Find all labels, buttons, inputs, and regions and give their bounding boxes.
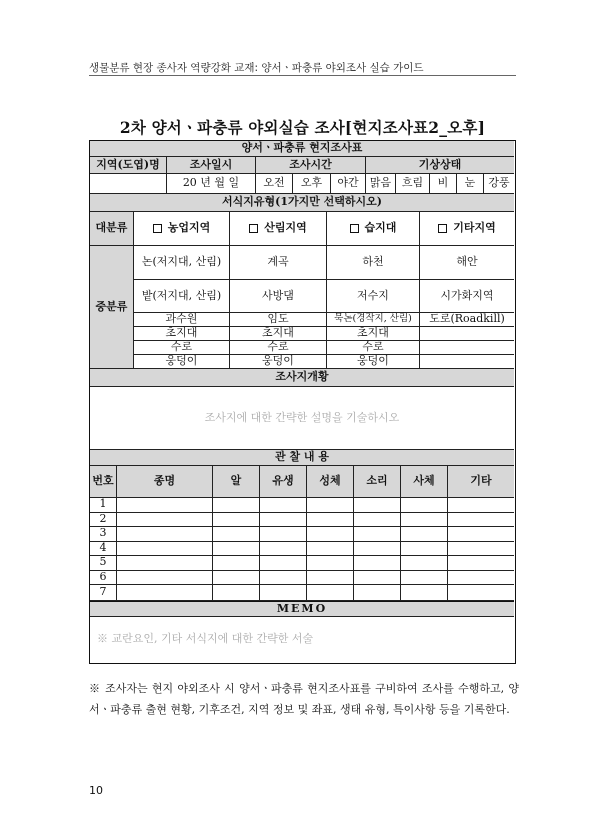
- minor-option[interactable]: 웅덩이: [134, 355, 230, 369]
- minor-option[interactable]: 하천: [327, 246, 420, 280]
- obs-cell-call[interactable]: [354, 498, 401, 513]
- obs-cell-other[interactable]: [448, 527, 514, 542]
- weather-option-snow[interactable]: 눈: [457, 174, 484, 194]
- weather-option-wind[interactable]: 강풍: [484, 174, 514, 194]
- instruction-note: ※ 조사자는 현지 야외조사 시 양서ㆍ파충류 현지조사표를 구비하여 조사를 수행하고, 양서ㆍ파충류 출현 현황, 기후조건, 지역 정보 및 좌표, 생태 유형, 특이사항 등을 기록한다.: [89, 682, 519, 716]
- major-class-label: 대분류: [90, 212, 134, 246]
- site-overview-title: 조사지개황: [90, 369, 514, 387]
- minor-option[interactable]: 수로: [134, 341, 230, 355]
- obs-cell-other[interactable]: [448, 542, 514, 557]
- checkbox-icon[interactable]: [438, 224, 447, 233]
- site-overview-field[interactable]: 조사지에 대한 간략한 설명을 기술하시오: [90, 387, 514, 450]
- major-option-other[interactable]: [420, 212, 514, 246]
- obs-header-call: 소리: [354, 466, 401, 498]
- minor-option[interactable]: 과수원: [134, 313, 230, 327]
- minor-option[interactable]: 수로: [327, 341, 420, 355]
- minor-option[interactable]: [420, 355, 514, 369]
- obs-cell-species[interactable]: [117, 498, 213, 513]
- obs-cell-egg[interactable]: [213, 498, 260, 513]
- major-option-agriculture[interactable]: [134, 212, 230, 246]
- obs-cell-carcass[interactable]: [401, 542, 448, 557]
- obs-cell-carcass[interactable]: [401, 498, 448, 513]
- major-option-label: 기타지역: [453, 221, 496, 235]
- obs-cell-call[interactable]: [354, 542, 401, 557]
- checkbox-icon[interactable]: [249, 224, 258, 233]
- obs-cell-larva[interactable]: [260, 556, 307, 571]
- obs-row-number: 4: [90, 542, 117, 557]
- habitat-type-title: 서식지유형(1가지만 선택하시오): [90, 194, 514, 212]
- weather-option-clear[interactable]: 맑음: [366, 174, 396, 194]
- field-survey-form: [89, 140, 516, 664]
- obs-cell-larva[interactable]: [260, 498, 307, 513]
- obs-header-no: 번호: [90, 466, 117, 498]
- obs-cell-adult[interactable]: [307, 556, 354, 571]
- minor-option[interactable]: 웅덩이: [327, 355, 420, 369]
- obs-row-number: 3: [90, 527, 117, 542]
- obs-cell-adult[interactable]: [307, 542, 354, 557]
- obs-cell-call[interactable]: [354, 571, 401, 586]
- region-field[interactable]: [90, 174, 167, 194]
- time-option-night[interactable]: 야간: [331, 174, 366, 194]
- obs-header-carcass: 사체: [401, 466, 448, 498]
- obs-cell-call[interactable]: [354, 585, 401, 601]
- obs-cell-adult[interactable]: [307, 571, 354, 586]
- checkbox-icon[interactable]: [153, 224, 162, 233]
- time-option-pm[interactable]: 오후: [293, 174, 331, 194]
- obs-cell-species[interactable]: [117, 556, 213, 571]
- obs-header-other: 기타: [448, 466, 514, 498]
- form-title: 양서ㆍ파충류 현지조사표: [90, 141, 514, 157]
- minor-option[interactable]: 묵논(경작지, 산림): [327, 313, 420, 327]
- minor-option[interactable]: 임도: [230, 313, 327, 327]
- minor-option[interactable]: [420, 327, 514, 341]
- running-header: 생물분류 현장 종사자 역량강화 교재: 양서ㆍ파충류 야외조사 실습 가이드: [89, 62, 424, 74]
- obs-cell-species[interactable]: [117, 542, 213, 557]
- date-field[interactable]: 20 년 월 일: [167, 174, 256, 194]
- weather-header: 기상상태: [366, 157, 514, 174]
- minor-option[interactable]: [420, 341, 514, 355]
- obs-cell-larva[interactable]: [260, 585, 307, 601]
- memo-title: MEMO: [90, 601, 514, 617]
- time-option-am[interactable]: 오전: [256, 174, 293, 194]
- obs-cell-egg[interactable]: [213, 513, 260, 528]
- obs-cell-species[interactable]: [117, 585, 213, 601]
- major-option-label: 농업지역: [167, 221, 211, 235]
- obs-cell-other[interactable]: [448, 585, 514, 601]
- obs-row-number: 1: [90, 498, 117, 513]
- page-number: 10: [89, 784, 103, 797]
- obs-cell-call[interactable]: [354, 556, 401, 571]
- obs-cell-other[interactable]: [448, 498, 514, 513]
- major-option-forest[interactable]: [230, 212, 327, 246]
- obs-cell-carcass[interactable]: [401, 556, 448, 571]
- obs-cell-adult[interactable]: [307, 585, 354, 601]
- obs-row-number: 2: [90, 513, 117, 528]
- minor-option[interactable]: 밭(저지대, 산림): [134, 280, 230, 313]
- minor-option[interactable]: 초지대: [134, 327, 230, 341]
- obs-cell-adult[interactable]: [307, 527, 354, 542]
- obs-cell-larva[interactable]: [260, 542, 307, 557]
- minor-option[interactable]: 해안: [420, 246, 514, 280]
- obs-cell-larva[interactable]: [260, 527, 307, 542]
- obs-row-number: 5: [90, 556, 117, 571]
- minor-option[interactable]: 논(저지대, 산림): [134, 246, 230, 280]
- minor-option[interactable]: 도로(Roadkill): [420, 313, 514, 327]
- obs-cell-larva[interactable]: [260, 513, 307, 528]
- page-title: 2차 양서ㆍ파충류 야외실습 조사[현지조사표2_오후]: [119, 118, 486, 137]
- minor-class-label: 중분류: [90, 246, 134, 369]
- obs-cell-species[interactable]: [117, 513, 213, 528]
- minor-option[interactable]: 시가화지역: [420, 280, 514, 313]
- memo-field[interactable]: ※ 교란요인, 기타 서식지에 대한 간략한 서술: [97, 632, 314, 646]
- obs-cell-adult[interactable]: [307, 498, 354, 513]
- minor-option[interactable]: 초지대: [230, 327, 327, 341]
- obs-cell-egg[interactable]: [213, 585, 260, 601]
- obs-cell-call[interactable]: [354, 513, 401, 528]
- region-header: 지역(도엽)명: [90, 157, 167, 174]
- minor-option[interactable]: 수로: [230, 341, 327, 355]
- obs-cell-egg[interactable]: [213, 542, 260, 557]
- major-option-label: 습지대: [364, 221, 397, 235]
- obs-cell-egg[interactable]: [213, 571, 260, 586]
- obs-cell-carcass[interactable]: [401, 527, 448, 542]
- major-option-wetland[interactable]: [327, 212, 420, 246]
- checkbox-icon[interactable]: [350, 224, 359, 233]
- obs-header-egg: 알: [213, 466, 260, 498]
- obs-cell-egg[interactable]: [213, 527, 260, 542]
- obs-header-larva: 유생: [260, 466, 307, 498]
- obs-cell-adult[interactable]: [307, 513, 354, 528]
- obs-cell-other[interactable]: [448, 571, 514, 586]
- minor-option[interactable]: 초지대: [327, 327, 420, 341]
- date-header: 조사일시: [167, 157, 256, 174]
- obs-cell-carcass[interactable]: [401, 585, 448, 601]
- time-header: 조사시간: [256, 157, 366, 174]
- weather-option-cloudy[interactable]: 흐림: [396, 174, 430, 194]
- obs-cell-other[interactable]: [448, 513, 514, 528]
- minor-option[interactable]: 계곡: [230, 246, 327, 280]
- obs-cell-carcass[interactable]: [401, 571, 448, 586]
- obs-header-adult: 성체: [307, 466, 354, 498]
- header-divider: [89, 75, 516, 76]
- weather-option-rain[interactable]: 비: [430, 174, 457, 194]
- obs-row-number: 7: [90, 585, 117, 601]
- obs-cell-call[interactable]: [354, 527, 401, 542]
- obs-cell-species[interactable]: [117, 571, 213, 586]
- major-option-label: 산림지역: [264, 221, 307, 235]
- observation-title: 관 찰 내 용: [90, 450, 514, 466]
- obs-cell-egg[interactable]: [213, 556, 260, 571]
- obs-cell-larva[interactable]: [260, 571, 307, 586]
- obs-header-species: 종명: [117, 466, 213, 498]
- minor-option[interactable]: 웅덩이: [230, 355, 327, 369]
- obs-cell-other[interactable]: [448, 556, 514, 571]
- obs-cell-species[interactable]: [117, 527, 213, 542]
- minor-option[interactable]: 저수지: [327, 280, 420, 313]
- obs-cell-carcass[interactable]: [401, 513, 448, 528]
- minor-option[interactable]: 사방댐: [230, 280, 327, 313]
- obs-row-number: 6: [90, 571, 117, 586]
